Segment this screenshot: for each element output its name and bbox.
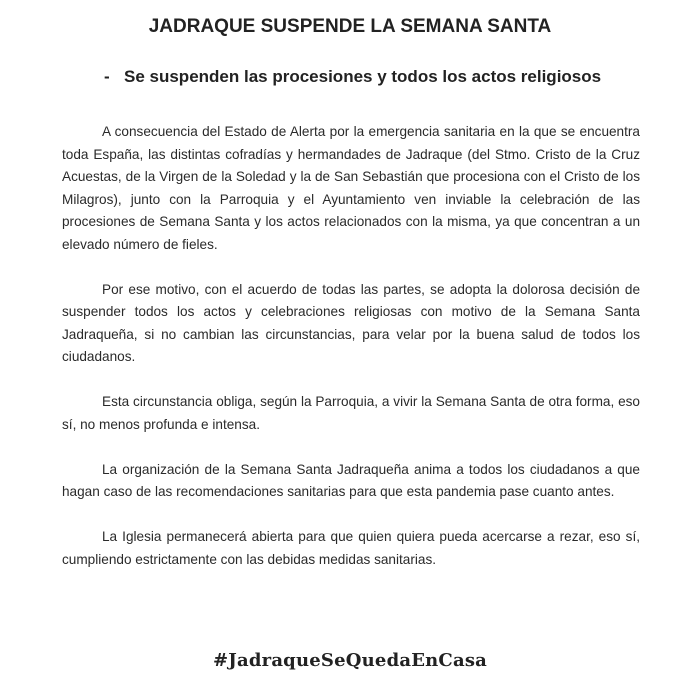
subtitle-text: Se suspenden las procesiones y todos los actos religiosos [124, 67, 602, 86]
paragraph-4: La organización de la Semana Santa Jadraqueña anima a todos los ciudadanos a que hagan caso de las recomendaciones sanitarias para que esta pandemia pase cuanto antes. [62, 461, 640, 499]
subtitle-bullet: - [104, 67, 110, 86]
document-subtitle [104, 67, 664, 87]
paragraph-2: Por ese motivo, con el acuerdo de todas las partes, se adopta la dolorosa decisión de suspender todos los actos y celebraciones religiosas con motivo de la Semana Santa Jadraqueña, si no cambian las circunstancias, para velar por la buena salud de todos los ciudadanos. [62, 281, 640, 364]
paragraph-5: La Iglesia permanecerá abierta para que quien quiera pueda acercarse a rezar, eso sí, cumpliendo estrictamente con las debidas medidas sanitarias. [62, 529, 640, 567]
hashtag: #JadraqueSeQuedaEnCasa [212, 650, 488, 671]
document-title: JADRAQUE SUSPENDE LA SEMANA SANTA [148, 16, 552, 37]
paragraph-3: Esta circunstancia obliga, según la Parroquia, a vivir la Semana Santa de otra forma, eso sí, no menos profunda e intensa. [62, 394, 640, 432]
document-body [62, 121, 640, 594]
paragraph-1: A consecuencia del Estado de Alerta por la emergencia sanitaria en la que se encuentra toda España, las distintas cofradías y hermandades de Jadraque (del Stmo. Cristo de la Cruz Acuestas, de la Virgen de la Soledad y la de San Sebastián que procesiona con el Cristo de los Milagros), junto con la Parroquia y el Ayuntamiento ven inviable la celebración de las procesiones de Semana Santa y los actos relacionados con la misma, ya que concentran a un elevado número de fieles. [62, 124, 640, 252]
